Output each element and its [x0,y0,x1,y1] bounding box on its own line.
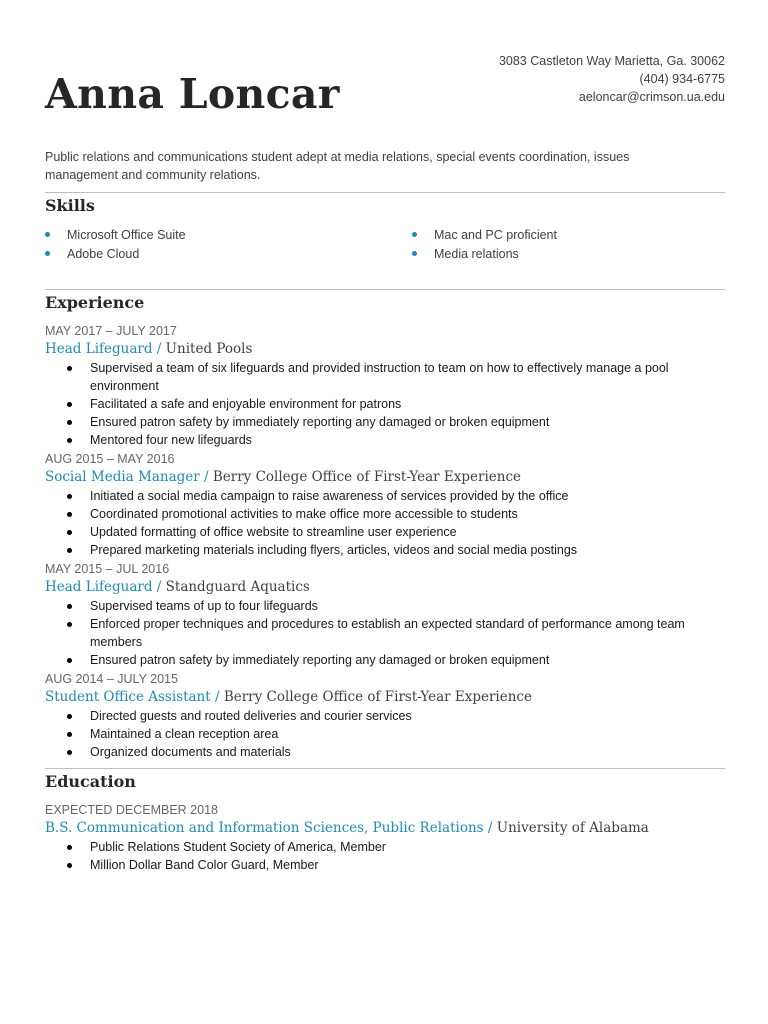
bullet-icon [45,251,50,256]
job-role: Student Office Assistant / [45,689,220,705]
list-item [67,395,707,413]
job-date: MAY 2015 – JUL 2016 [45,562,170,576]
bullet-text: Ensured patron safety by immediately reporting any damaged or broken equipment [90,415,550,429]
section-divider [45,192,725,193]
job-organization: Berry College Office of First-Year Experience [223,689,532,705]
list-item [67,359,707,395]
list-item [67,743,707,761]
list-item [67,431,707,449]
skill-item [412,245,519,263]
education-date: EXPECTED DECEMBER 2018 [45,803,218,817]
bullet-icon [67,420,72,425]
bullet-text: Million Dollar Band Color Guard, Member [90,858,319,872]
school: University of Alabama [496,820,649,836]
list-item [67,523,707,541]
bullet-icon [67,845,72,850]
list-item [67,505,707,523]
job-heading [45,688,725,707]
degree: B.S. Communication and Information Sciences, Public Relations / [45,820,493,836]
job-bullets [67,487,707,559]
summary-text: Public relations and communications student adept at media relations, special events coordination, issues management and community relations. [45,150,630,182]
job-entry [45,670,725,761]
job-bullets [67,707,707,761]
bullet-icon [67,604,72,609]
bullet-icon [67,366,72,371]
job-bullets [67,597,707,669]
bullet-icon [67,402,72,407]
education-heading-line [45,819,725,838]
contact-block [499,52,725,106]
list-item [67,651,707,669]
bullet-icon [67,732,72,737]
bullet-icon [45,232,50,237]
skill-item [412,226,557,244]
bullet-icon [67,750,72,755]
skill-label: Adobe Cloud [67,247,140,261]
bullet-text: Prepared marketing materials including flyers, articles, videos and social media postings [90,543,578,557]
bullet-icon [412,232,417,237]
contact-email: aeloncar@crimson.ua.edu [578,90,725,104]
skill-label: Microsoft Office Suite [67,228,186,242]
job-date: MAY 2017 – JULY 2017 [45,324,177,338]
job-heading [45,340,725,359]
job-role: Head Lifeguard / [45,341,162,357]
job-entry [45,322,725,449]
job-role: Social Media Manager / [45,469,209,485]
job-date: AUG 2015 – MAY 2016 [45,452,175,466]
bullet-text: Directed guests and routed deliveries and courier services [90,709,412,723]
job-role: Head Lifeguard / [45,579,162,595]
bullet-text: Enforced proper techniques and procedures to establish an expected standard of performance among team members [90,617,685,649]
skill-label: Mac and PC proficient [434,228,557,242]
skill-item [45,226,186,244]
bullet-text: Maintained a clean reception area [90,727,279,741]
bullet-text: Facilitated a safe and enjoyable environment for patrons [90,397,402,411]
bullet-icon [67,548,72,553]
skills-heading: Skills [45,196,95,215]
bullet-icon [67,863,72,868]
bullet-text: Updated formatting of office website to streamline user experience [90,525,457,539]
skill-label: Media relations [434,247,519,261]
education-bullets [67,838,707,874]
education-heading: Education [45,772,136,791]
bullet-text: Public Relations Student Society of America, Member [90,840,386,854]
bullet-icon [67,438,72,443]
bullet-icon [67,658,72,663]
bullet-icon [67,494,72,499]
candidate-name: Anna Loncar [45,70,340,118]
bullet-icon [67,622,72,627]
bullet-icon [67,530,72,535]
job-heading [45,578,725,597]
contact-phone: (404) 934-6775 [639,72,725,86]
job-heading [45,468,725,487]
list-item [67,707,707,725]
job-organization: Berry College Office of First-Year Experience [212,469,522,485]
job-bullets [67,359,707,449]
bullet-icon [412,251,417,256]
bullet-text: Mentored four new lifeguards [90,433,252,447]
bullet-text: Initiated a social media campaign to raise awareness of services provided by the office [90,489,569,503]
bullet-text: Ensured patron safety by immediately reporting any damaged or broken equipment [90,653,550,667]
list-item [67,856,707,874]
bullet-text: Organized documents and materials [90,745,291,759]
list-item [67,413,707,431]
list-item [67,838,707,856]
bullet-text: Coordinated promotional activities to make office more accessible to students [90,507,518,521]
bullet-icon [67,512,72,517]
list-item [67,725,707,743]
bullet-icon [67,714,72,719]
experience-heading: Experience [45,293,145,312]
section-divider [45,289,725,290]
job-organization: Standguard Aquatics [165,579,310,595]
job-entry [45,560,725,669]
job-organization: United Pools [165,341,253,357]
job-date: AUG 2014 – JULY 2015 [45,672,178,686]
list-item [67,597,707,615]
list-item [67,541,707,559]
contact-address: 3083 Castleton Way Marietta, Ga. 30062 [498,54,725,68]
bullet-text: Supervised teams of up to four lifeguards [90,599,318,613]
bullet-text: Supervised a team of six lifeguards and provided instruction to team on how to effectively manage a pool environment [90,361,669,393]
list-item [67,487,707,505]
job-entry [45,450,725,559]
education-entry [45,801,725,874]
list-item [67,615,707,651]
skill-item [45,245,139,263]
section-divider [45,768,725,769]
